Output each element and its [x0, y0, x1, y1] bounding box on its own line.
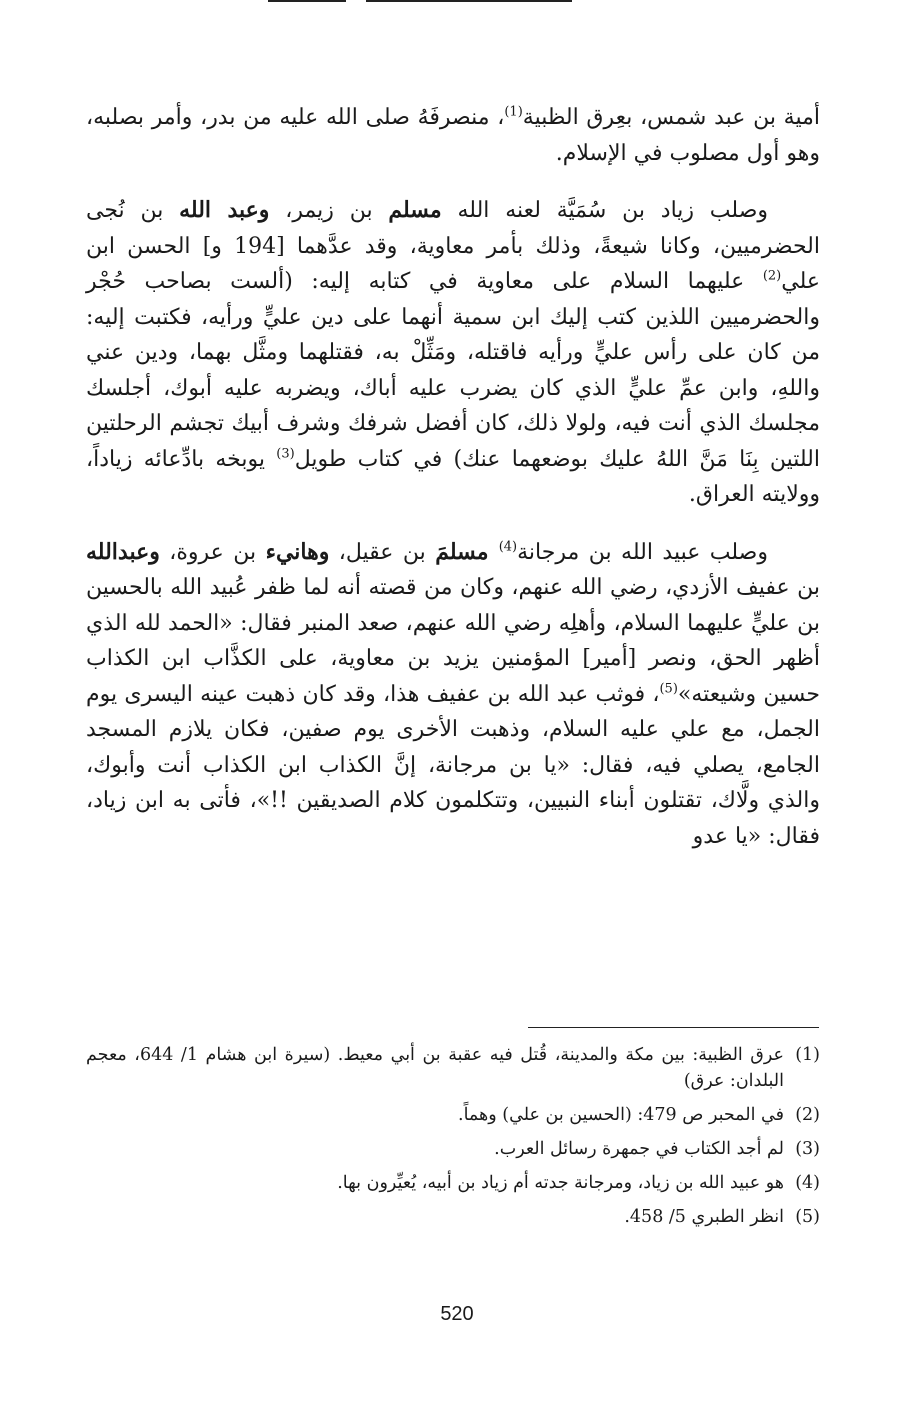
footnote-text: هو عبيد الله بن زياد، ومرجانة جدته أم زياد بن أبيه، يُعيِّرون بها.: [337, 1173, 784, 1193]
text-run: وصلب زياد بن سُمَيَّة لعنه الله: [441, 198, 768, 223]
paragraph-3: [86, 535, 820, 855]
bold-name: وعبد الله: [179, 197, 270, 223]
footnote-text: في المحبر ص 479: (الحسين بن علي) وهماً.: [458, 1105, 784, 1125]
text-run: ، منصرفَهُ صلى الله عليه من بدر، وأمر بصلبه، وهو أول مصلوب في الإسلام.: [86, 105, 820, 166]
paragraph-2: [86, 193, 820, 513]
main-text: [86, 100, 820, 876]
bold-name: مسلم: [388, 197, 442, 223]
page-number: 520: [440, 1303, 474, 1325]
text-run: بن زيمر،: [269, 198, 389, 223]
text-run: عليهما السلام على معاوية في كتابه إليه: (ألست بصاحب حُجْر والحضرميين اللذين كتب إليك ابن سمية أنهما على دين عليٍّ ورأيه، فكتبت إليه: من كان على رأس عليٍّ ورأيه فاقتله، ومَثِّلْ به، فقتلهما ومثَّل بهما، ودين عني واللهِ، وابن عمِّ عليٍّ الذي كان يضرب عليه أباك، ويضربه عليه أبوك، أجلسك مجلسك الذي أنت فيه، ولولا ذلك، كان أفضل شرفك وشرف أبيك تجشم الرحلتين اللتين بِنَا مَنَّ اللهُ عليك بوضعهما عنك) في كتاب طويل: [86, 269, 821, 472]
footnote-text: عرق الظبية: بين مكة والمدينة، قُتل فيه عقبة بن أبي معيط. (سيرة ابن هشام 1/ 644، معجم البلدان: عرق): [86, 1045, 784, 1091]
text-run: أمية بن عبد شمس، بعِرق الظبية: [522, 105, 820, 130]
bold-name: مسلمَ: [435, 538, 499, 565]
bold-name: وهانيء: [265, 538, 330, 565]
footnote-4: [86, 1170, 820, 1196]
footnote-number: (2): [795, 1105, 820, 1125]
footnote-3: [86, 1136, 820, 1162]
footnote-number: (1): [795, 1045, 820, 1065]
text-run: يوبخه بادِّعائه زياداً، وولايته العراق.: [86, 446, 820, 507]
footnotes: [86, 1042, 820, 1238]
footnote-1: [86, 1042, 820, 1094]
footnote-2: [86, 1102, 820, 1128]
footnote-5: [86, 1204, 820, 1230]
top-rule-right: [366, 0, 572, 2]
top-rule-left: [268, 0, 346, 2]
footnote-ref-3[interactable]: (3): [276, 446, 295, 462]
text-run: بن نُجى الحضرميين، وكانا شيعةً، وذلك بأمر معاوية، وقد عدَّهما [194 و] الحسن ابن علي: [86, 198, 820, 294]
footnote-ref-2[interactable]: (2): [762, 268, 782, 284]
bold-name: وعبدالله: [86, 538, 160, 565]
footnote-ref-4[interactable]: (4): [498, 539, 518, 555]
footnote-ref-1[interactable]: (1): [504, 104, 523, 120]
footnote-number: (3): [795, 1139, 820, 1159]
text-run: بن عفيف الأزدي، رضي الله عنهم، وكان من قصته أنه لما ظفر عُبيد الله بالحسين بن عليٍّ عليهما السلام، وأهلِه رضي الله عنهم، صعد المنبر فقال: «الحمد لله الذي أظهر الحق، ونصر [أمير] المؤمنين يزيد بن معاوية، على الكذَّاب ابن الكذاب حسين وشيعته»: [86, 575, 821, 707]
text-run: بن عقيل،: [329, 539, 436, 565]
footnote-number: (4): [795, 1173, 820, 1193]
footnote-text: انظر الطبري 5/ 458.: [624, 1207, 784, 1227]
paragraph-1: [86, 100, 820, 171]
footnote-number: (5): [795, 1207, 820, 1227]
text-run: وصلب عبيد الله بن مرجانة: [517, 539, 768, 565]
text-run: بن عروة،: [159, 539, 266, 565]
footnote-separator: [528, 1027, 819, 1028]
footnote-ref-5[interactable]: (5): [659, 681, 678, 697]
footnote-text: لم أجد الكتاب في جمهرة رسائل العرب.: [494, 1139, 784, 1159]
text-run: ، فوثب عبد الله بن عفيف هذا، وقد كان ذهبت عينه اليسرى يوم الجمل، مع علي عليه السلام، وذهبت الأخرى يوم صفين، فكان يلازم المسجد الجامع، يصلي فيه، فقال: «يا بن مرجانة، إنَّ الكذاب ابن الكذاب أنت وأبوك، والذي ولَّاك، تقتلون أبناء النبيين، وتتكلمون كلام الصديقين !!»، فأتى به ابن زياد، فقال: «يا عدو: [86, 681, 820, 849]
